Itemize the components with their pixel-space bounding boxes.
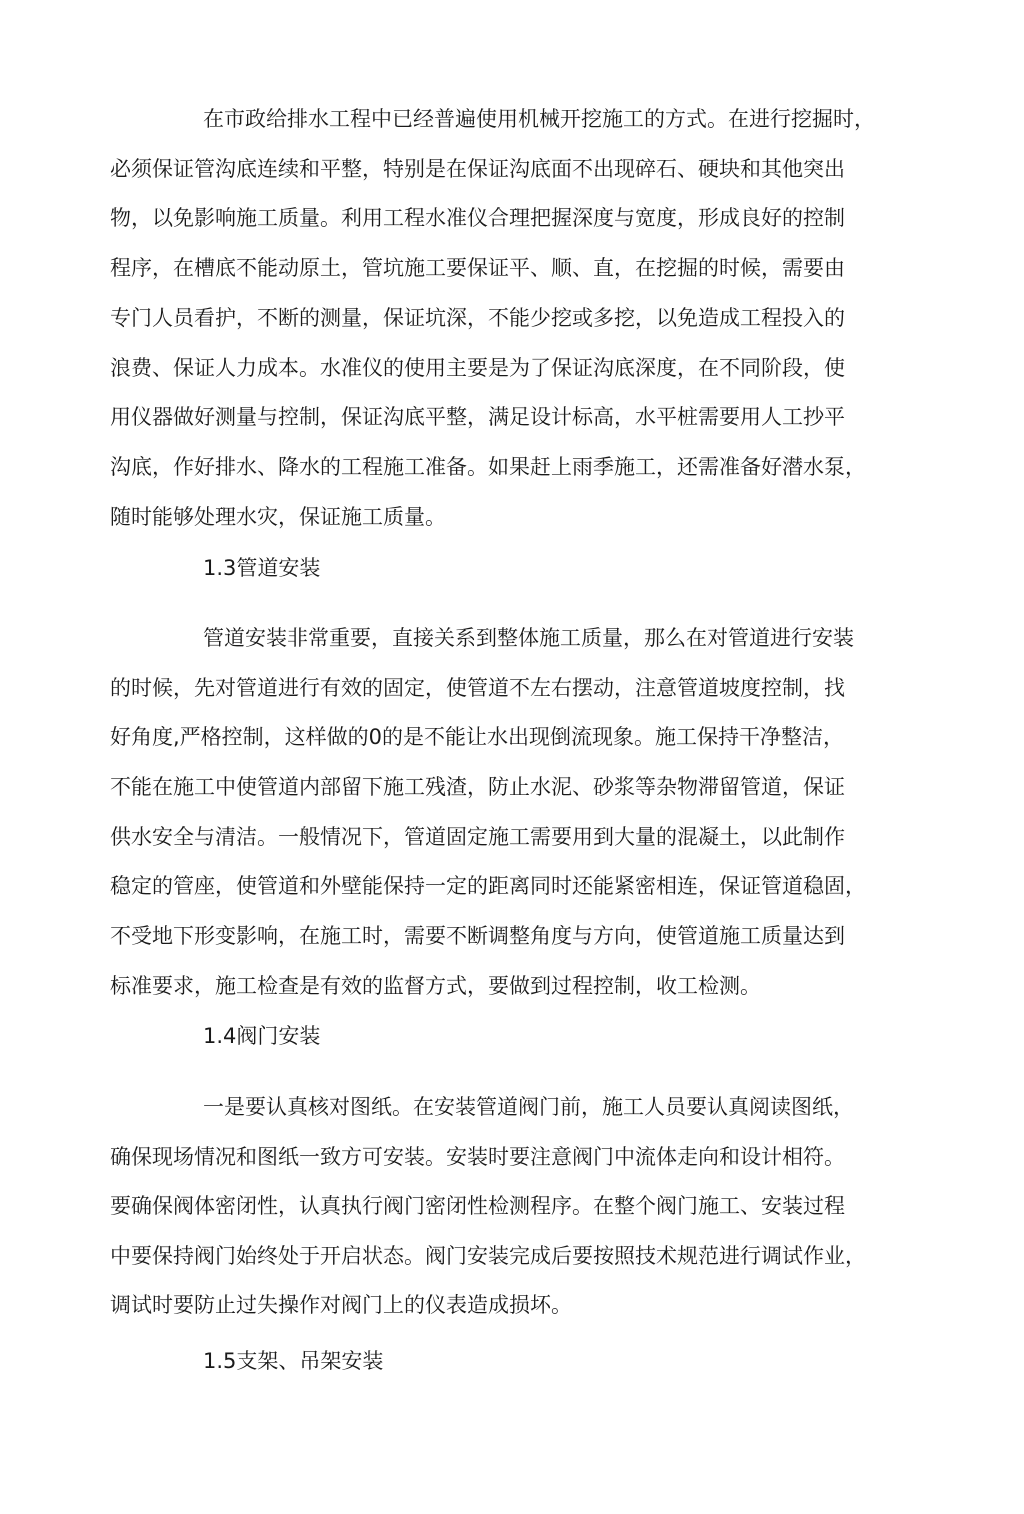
section-heading-1-3: 1.3管道安装	[203, 556, 321, 580]
paragraph-2-line-7: 不受地下形变影响，在施工时，需要不断调整角度与方向，使管道施工质量达到	[110, 924, 845, 948]
paragraph-2-line-5: 供水安全与清洁。一般情况下，管道固定施工需要用到大量的混凝土，以此制作	[110, 825, 845, 849]
paragraph-1-line-5: 专门人员看护，不断的测量，保证坑深，不能少挖或多挖，以免造成工程投入的	[110, 306, 845, 330]
paragraph-2-line-3: 好角度,严格控制，这样做的0的是不能让水出现倒流现象。施工保持干净整洁，	[110, 725, 845, 749]
paragraph-2-line-4: 不能在施工中使管道内部留下施工残渣，防止水泥、砂浆等杂物滞留管道，保证	[110, 775, 845, 799]
paragraph-1-line-3: 物，以免影响施工质量。利用工程水准仪合理把握深度与宽度，形成良好的控制	[110, 206, 845, 230]
paragraph-2-line-6: 稳定的管座，使管道和外壁能保持一定的距离同时还能紧密相连，保证管道稳固，	[110, 874, 866, 898]
section-heading-1-4: 1.4阀门安装	[203, 1024, 321, 1048]
paragraph-1-line-6: 浪费、保证人力成本。水准仪的使用主要是为了保证沟底深度，在不同阶段，使	[110, 356, 845, 380]
paragraph-3-line-1: 一是要认真核对图纸。在安装管道阀门前，施工人员要认真阅读图纸，	[203, 1095, 854, 1119]
paragraph-3-line-4: 中要保持阀门始终处于开启状态。阀门安装完成后要按照技术规范进行调试作业，	[110, 1244, 866, 1268]
paragraph-1-line-7: 用仪器做好测量与控制，保证沟底平整，满足设计标高，水平桩需要用人工抄平	[110, 405, 845, 429]
paragraph-2-line-1: 管道安装非常重要，直接关系到整体施工质量，那么在对管道进行安装	[203, 626, 854, 650]
paragraph-3-line-2: 确保现场情况和图纸一致方可安装。安装时要注意阀门中流体走向和设计相符。	[110, 1145, 845, 1169]
paragraph-3-line-5: 调试时要防止过失操作对阀门上的仪表造成损坏。	[110, 1293, 572, 1317]
section-heading-1-5: 1.5支架、吊架安装	[203, 1349, 384, 1373]
paragraph-1-line-4: 程序，在槽底不能动原土，管坑施工要保证平、顺、直，在挖掘的时候，需要由	[110, 256, 845, 280]
paragraph-1-line-2: 必须保证管沟底连续和平整，特别是在保证沟底面不出现碎石、硬块和其他突出	[110, 157, 845, 181]
paragraph-2-line-2: 的时候，先对管道进行有效的固定，使管道不左右摆动，注意管道坡度控制，找	[110, 676, 845, 700]
paragraph-1-line-9: 随时能够处理水灾，保证施工质量。	[110, 505, 446, 529]
paragraph-2-line-8: 标准要求，施工检查是有效的监督方式，要做到过程控制，收工检测。	[110, 974, 761, 998]
paragraph-1-line-8: 沟底，作好排水、降水的工程施工准备。如果赶上雨季施工，还需准备好潜水泵，	[110, 455, 866, 479]
paragraph-3-line-3: 要确保阀体密闭性，认真执行阀门密闭性检测程序。在整个阀门施工、安装过程	[110, 1194, 845, 1218]
paragraph-1-line-1: 在市政给排水工程中已经普遍使用机械开挖施工的方式。在进行挖掘时，	[203, 107, 875, 131]
